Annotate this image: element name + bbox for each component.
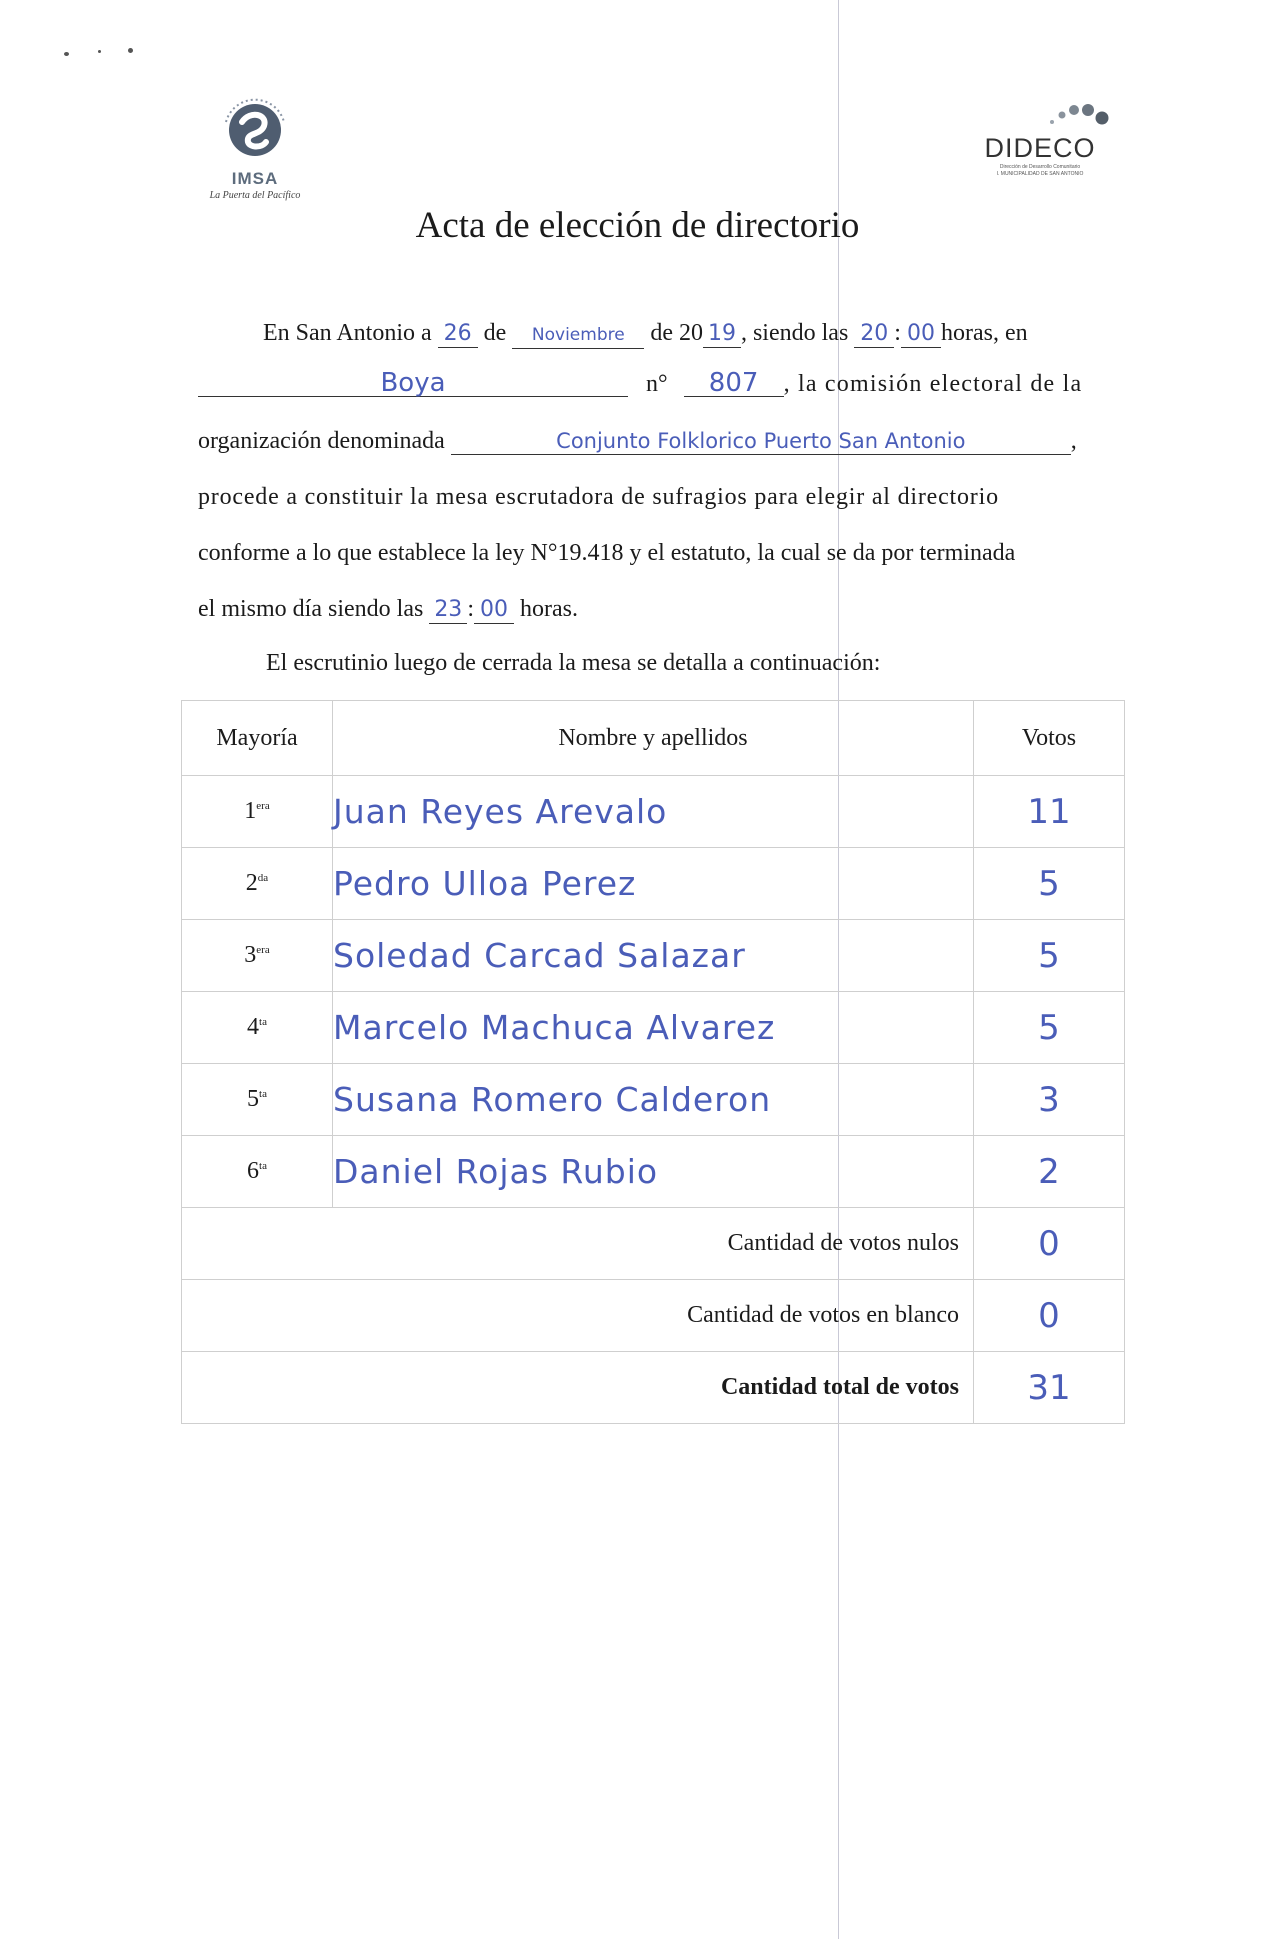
rank-cell [182, 1136, 333, 1208]
table-row [182, 920, 1125, 992]
total-votes-row [182, 1352, 1125, 1424]
rank-suffix: era [256, 800, 270, 812]
results-table [181, 700, 1125, 1424]
candidate-name: Juan Reyes Arevalo [333, 776, 974, 848]
intro-text: de 20 [650, 320, 703, 346]
table-row [182, 1136, 1125, 1208]
intro-text: horas, en [940, 320, 1028, 346]
end-hour-field: 23 [429, 597, 467, 624]
intro-line-3 [198, 428, 1077, 455]
dideco-subtitle-2: I. MUNICIPALIDAD DE SAN ANTONIO [996, 171, 1084, 177]
table-row [182, 1064, 1125, 1136]
rank-cell [182, 920, 333, 992]
header-nombre: Nombre y apellidos [333, 701, 974, 776]
scan-speck [64, 52, 69, 56]
candidate-votes: 3 [974, 1064, 1125, 1136]
intro-text: horas. [519, 596, 578, 622]
rank-cell [182, 1064, 333, 1136]
start-minute-field: 00 [901, 321, 941, 348]
imsa-motto: La Puerta del Pacífico [209, 190, 301, 201]
total-votes-value: 31 [974, 1352, 1125, 1424]
rank-cell [182, 848, 333, 920]
header-votos: Votos [974, 701, 1125, 776]
intro-text: organización denominada [198, 428, 445, 454]
rank-number: 4 [247, 1014, 260, 1040]
intro-text: En San Antonio a [263, 320, 432, 346]
start-hour-field: 20 [854, 321, 894, 348]
table-row [182, 776, 1125, 848]
candidate-votes: 5 [974, 848, 1125, 920]
rank-cell [182, 776, 333, 848]
table-row [182, 848, 1125, 920]
total-votes-label: Cantidad total de votos [182, 1352, 974, 1424]
colon: : [894, 320, 901, 346]
intro-line-6 [198, 596, 578, 624]
intro-text: el mismo día siendo las [198, 596, 424, 622]
candidate-name: Susana Romero Calderon [333, 1064, 974, 1136]
candidate-name: Daniel Rojas Rubio [333, 1136, 974, 1208]
dideco-subtitle-1: Dirección de Desarrollo Comunitario [999, 164, 1081, 170]
intro-line-7: El escrutinio luego de cerrada la mesa se detalla a continuación: [266, 650, 881, 676]
candidate-votes: 5 [974, 920, 1125, 992]
candidate-name: Marcelo Machuca Alvarez [333, 992, 974, 1064]
candidate-votes: 11 [974, 776, 1125, 848]
null-votes-label: Cantidad de votos nulos [182, 1208, 974, 1280]
imsa-name: IMSA [231, 169, 279, 188]
table-row [182, 992, 1125, 1064]
intro-line-4: procede a constituir la mesa escrutadora de sufragios para elegir al directorio [198, 484, 999, 510]
rank-suffix: era [256, 944, 270, 956]
number-label: n° [646, 371, 668, 397]
null-votes-row [182, 1208, 1125, 1280]
rank-number: 6 [247, 1158, 260, 1184]
rank-suffix: ta [259, 1016, 267, 1028]
intro-line-2 [198, 370, 1082, 398]
intro-text: , [1070, 428, 1077, 454]
intro-line-1 [263, 320, 1028, 349]
rank-suffix: ta [259, 1088, 267, 1100]
street-field: Boya [198, 370, 628, 397]
colon: : [467, 596, 474, 622]
rank-number: 5 [247, 1086, 260, 1112]
dideco-name: DIDECO [984, 133, 1096, 163]
blank-votes-value: 0 [974, 1280, 1125, 1352]
scan-speck [98, 50, 101, 53]
table-header-row [182, 701, 1125, 776]
intro-text: de [483, 320, 507, 346]
document-title: Acta de elección de directorio [415, 205, 860, 246]
rank-number: 2 [245, 870, 258, 896]
day-field: 26 [438, 321, 478, 348]
dideco-logo [970, 100, 1110, 180]
intro-text: , la comisión electoral de la [783, 371, 1083, 397]
rank-number: 1 [244, 798, 257, 824]
imsa-logo [190, 92, 320, 212]
intro-text: , siendo las [740, 320, 849, 346]
candidate-name: Soledad Carcad Salazar [333, 920, 974, 992]
candidate-name: Pedro Ulloa Perez [333, 848, 974, 920]
rank-cell [182, 992, 333, 1064]
street-number-field: 807 [684, 370, 784, 397]
imsa-emblem-icon [220, 92, 290, 162]
candidate-votes: 2 [974, 1136, 1125, 1208]
scan-speck [128, 48, 133, 53]
end-minute-field: 00 [474, 597, 514, 624]
blank-votes-label: Cantidad de votos en blanco [182, 1280, 974, 1352]
rank-suffix: ta [259, 1160, 267, 1172]
rank-suffix: da [257, 872, 269, 884]
intro-line-5: conforme a lo que establece la ley N°19.418 y el estatuto, la cual se da por terminada [198, 540, 1016, 566]
month-field: Noviembre [512, 322, 644, 349]
candidate-votes: 5 [974, 992, 1125, 1064]
header-mayoria: Mayoría [182, 701, 333, 776]
year-field: 19 [703, 321, 741, 348]
null-votes-value: 0 [974, 1208, 1125, 1280]
organization-name-field: Conjunto Folklorico Puerto San Antonio [451, 428, 1071, 455]
blank-votes-row [182, 1280, 1125, 1352]
rank-number: 3 [244, 942, 257, 968]
dideco-dots-icon [1010, 100, 1110, 132]
